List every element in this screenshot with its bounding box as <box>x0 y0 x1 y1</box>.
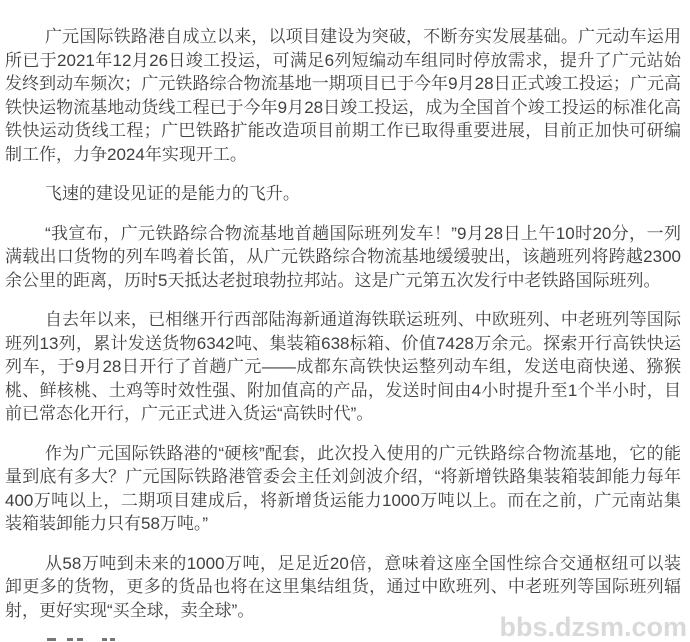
paragraph: “我宣布，广元铁路综合物流基地首趟国际班列发车！”9月28日上午10时20分，一列满载出口货物的列车鸣着长笛，从广元铁路综合物流基地缓缓驶出，该趟班列将跨越2300余公里的距离，历时5天抵达老挝琅勃拉邦站。这是广元第五次发行中老铁路国际班列。 <box>5 223 681 290</box>
paragraph: 广元国际铁路港自成立以来，以项目建设为突破，不断夯实发展基础。广元动车运用所已于2021年12月26日竣工投运，可满足6列短编动车组同时停放需求，提升了广元站始发终到动车频次；广元铁路综合物流基地一期项目已于今年9月28日正式竣工投运；广元高铁快运物流基地动货线工程已于今年9月28日竣工投运，成为全国首个竣工投运的标准化高铁快运动货线工程；广巴铁路扩能改造项目前期工作已取得重要进展，目前正加快可研编制工作，力争2024年实现开工。 <box>5 27 681 164</box>
paragraph: 从58万吨到未来的1000万吨，足足近20倍，意味着这座全国性综合交通枢纽可以装卸更多的货物，更多的货品也将在这里集结组货，通过中欧班列、中老班列等国际班列辐射，更好实现“买全球，卖全球”。 <box>5 553 681 620</box>
clipped-char-top <box>110 638 115 641</box>
article-body <box>5 25 681 638</box>
clipped-char-top <box>47 638 56 641</box>
paragraph: 飞速的建设见证的是能力的飞升。 <box>44 184 300 203</box>
site-watermark: bbs.dzsm.com <box>499 612 687 642</box>
clipped-next-paragraph-tops <box>5 638 305 642</box>
paragraph: 自去年以来，已相继开行西部陆海新通道海铁联运班列、中欧班列、中老班列等国际班列13列，累计发送货物6342吨、集装箱638标箱、价值7428万余元。探索开行高铁快运列车，于9月28日开行了首趟广元——成都东高铁快运整列动车组，发送电商快递、猕猴桃、鲜核桃、土鸡等时效性强、附加值高的产品，发送时间由4小时提升至1个半小时，目前已常态化开行，广元正式进入货运“高铁时代”。 <box>5 310 681 423</box>
clipped-char-top <box>67 638 73 641</box>
clipped-char-top <box>102 638 107 641</box>
clipped-char-top <box>77 638 83 641</box>
paragraph: 作为广元国际铁路港的“硬核”配套，此次投入使用的广元铁路综合物流基地，它的能量到底有多大？广元国际铁路港管委会主任刘剑波介绍，“将新增铁路集装箱装卸能力每年400万吨以上，二期项目建成后，将新增货运能力1000万吨以上。而在之前，广元南站集装箱装卸能力只有58万吨。” <box>5 443 681 533</box>
